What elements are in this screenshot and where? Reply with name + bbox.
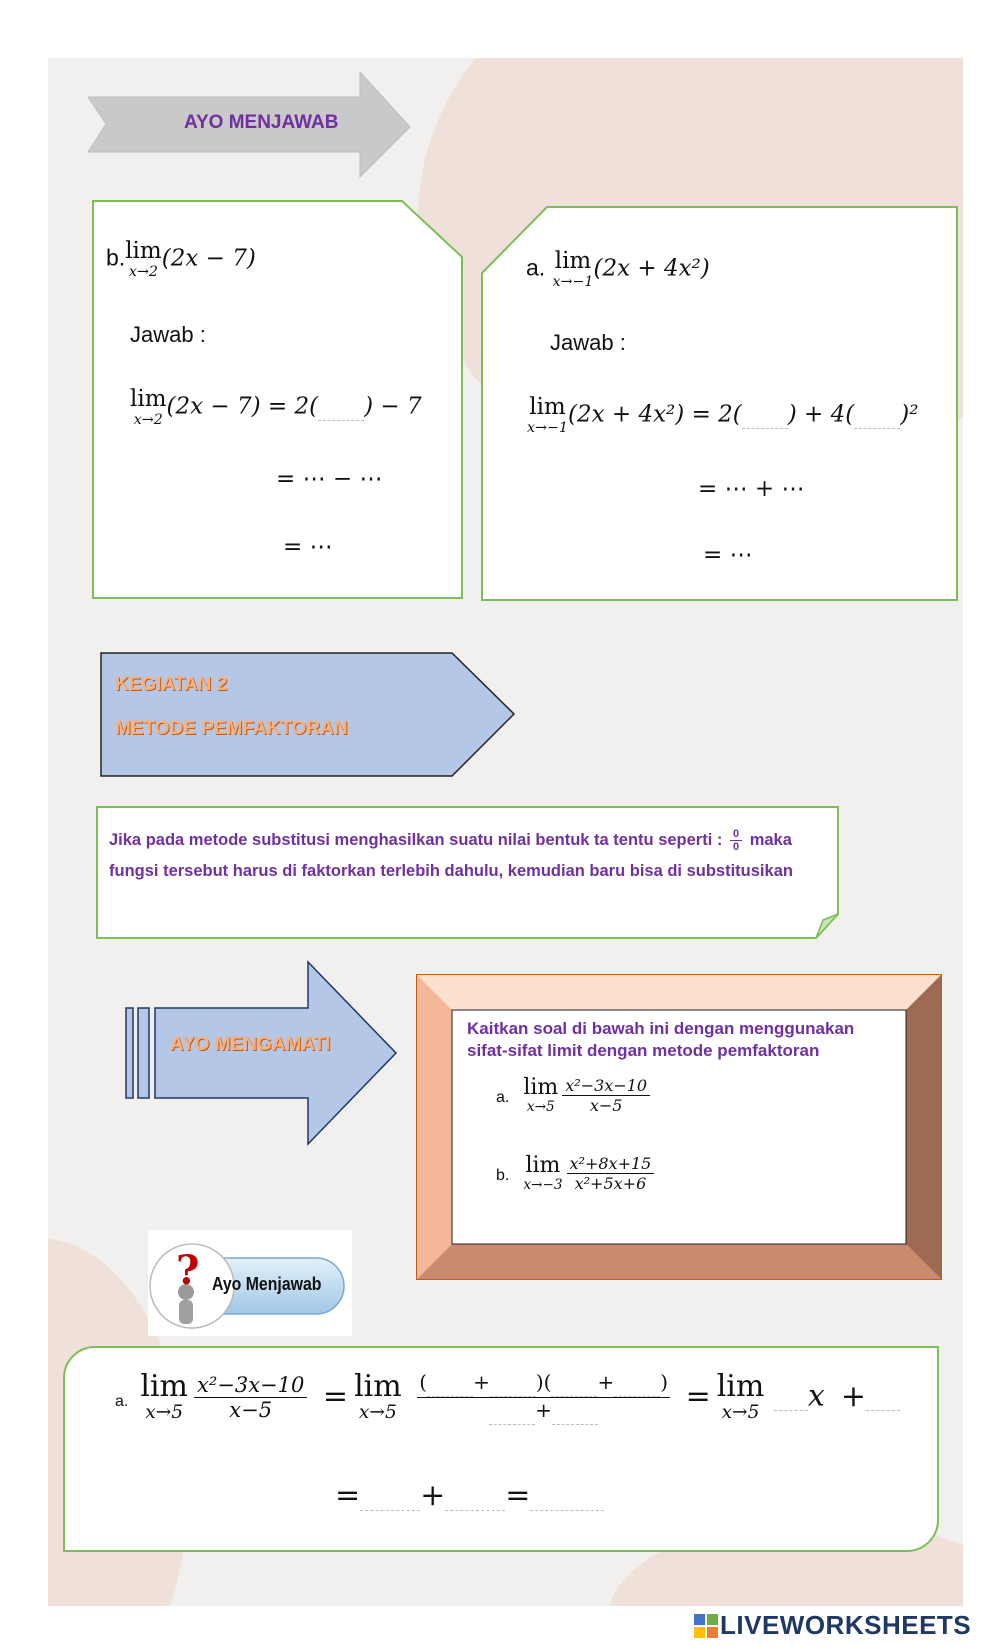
frac-numerator: x²−3x−10 bbox=[194, 1373, 307, 1398]
factor-denominator bbox=[489, 1398, 598, 1425]
answer-blank[interactable] bbox=[427, 1370, 473, 1397]
factor-fraction bbox=[417, 1370, 670, 1425]
observe-instruction: Kaitkan soal di bawah ini dengan menggunakan sifat-sifat limit dengan metode pemfaktoran bbox=[467, 1019, 855, 1060]
problem-b-expression: (2x − 7) bbox=[161, 245, 256, 272]
lim-subscript: x→5 bbox=[145, 1402, 184, 1424]
observe-item-a bbox=[496, 1076, 650, 1115]
plus-sign: + bbox=[473, 1370, 490, 1394]
problem-b-step3: = ⋯ bbox=[283, 534, 333, 560]
problem-a-prefix: a. bbox=[526, 254, 546, 281]
plus-sign: + bbox=[840, 1378, 866, 1414]
problem-a-expression: (2x + 4x²) bbox=[593, 255, 710, 282]
equals-sign: = bbox=[505, 1478, 531, 1513]
answer-blank[interactable] bbox=[489, 1398, 535, 1425]
answer-blank[interactable] bbox=[530, 1484, 604, 1511]
observe-item-b bbox=[496, 1154, 654, 1193]
problem-a-step2: = ⋯ + ⋯ bbox=[698, 476, 805, 502]
equals-sign: = bbox=[335, 1478, 361, 1513]
problem-b-answer-label: Jawab : bbox=[130, 322, 206, 347]
equals-sign: = bbox=[322, 1378, 349, 1414]
item-label: b. bbox=[496, 1166, 510, 1184]
kegiatan-arrow bbox=[100, 652, 518, 780]
plus-sign: + bbox=[535, 1398, 553, 1422]
note-text: Jika pada metode substitusi menghasilkan suatu nilai bentuk ta tentu seperti : bbox=[109, 830, 723, 849]
frac-numerator: 0 bbox=[730, 828, 742, 841]
answer-blank[interactable] bbox=[774, 1384, 808, 1411]
final-row2 bbox=[335, 1478, 604, 1513]
final-label: a. bbox=[115, 1392, 129, 1410]
lim-subscript: x→−1 bbox=[527, 420, 568, 436]
problem-a-statement bbox=[526, 250, 710, 289]
answer-blank[interactable] bbox=[614, 1370, 660, 1397]
paren: )( bbox=[535, 1370, 552, 1394]
answer-blank[interactable] bbox=[318, 394, 364, 421]
note-line2: fungsi tersebut harus di faktorkan terlebih dahulu, kemudian baru bisa di substitusikan bbox=[109, 862, 793, 880]
answer-blank[interactable] bbox=[552, 1398, 598, 1425]
footer-brand bbox=[694, 1610, 971, 1641]
note-line1 bbox=[109, 828, 792, 853]
lim-word: lim bbox=[140, 1369, 188, 1405]
kegiatan-subtitle: METODE PEMFAKTORAN bbox=[115, 718, 348, 739]
answer-blank[interactable] bbox=[866, 1384, 900, 1411]
frac-denominator: 0 bbox=[732, 841, 740, 853]
frac-numerator: x²−3x−10 bbox=[562, 1076, 650, 1096]
problem-a-answer-label: Jawab : bbox=[550, 330, 626, 355]
step1-tail: ) − 7 bbox=[364, 393, 422, 420]
problem-a-step1 bbox=[527, 396, 918, 435]
frac-denominator: x−5 bbox=[589, 1096, 623, 1115]
zero-over-zero bbox=[730, 828, 742, 853]
problem-b-step2: = ⋯ − ⋯ bbox=[276, 466, 383, 492]
answer-blank[interactable] bbox=[490, 1370, 536, 1397]
final-fraction bbox=[194, 1373, 307, 1422]
lim-word: lim bbox=[523, 1074, 559, 1100]
frac-denominator: x²+5x+6 bbox=[574, 1174, 647, 1193]
lim-word: lim bbox=[529, 394, 566, 420]
brand-text: LIVEWORKSHEETS bbox=[720, 1610, 972, 1640]
problem-b-step1 bbox=[130, 388, 422, 427]
answer-blank[interactable] bbox=[742, 402, 788, 429]
answer-badge bbox=[148, 1230, 352, 1336]
step1-middle: ) + 4( bbox=[787, 401, 855, 428]
lim-subscript: x→5 bbox=[358, 1402, 397, 1424]
answer-blank[interactable] bbox=[854, 402, 900, 429]
observe-arrow-label: AYO MENGAMATI bbox=[170, 1034, 331, 1055]
item-a-fraction bbox=[562, 1076, 650, 1115]
kegiatan-title: KEGIATAN 2 bbox=[115, 674, 228, 695]
problem-b-prefix: b. bbox=[106, 244, 126, 271]
lim-word: lim bbox=[125, 238, 162, 264]
banner-label: AYO MENJAWAB bbox=[184, 112, 339, 133]
paren: ) bbox=[660, 1370, 669, 1394]
plus-sign: + bbox=[420, 1478, 446, 1513]
lim-subscript: x→5 bbox=[721, 1402, 760, 1424]
frac-numerator: x²+8x+15 bbox=[567, 1154, 655, 1174]
frac-denominator: x−5 bbox=[229, 1398, 273, 1422]
answer-badge-label: Ayo Menjawab bbox=[212, 1274, 322, 1294]
lim-word: lim bbox=[354, 1369, 402, 1405]
problem-a-step3: = ⋯ bbox=[703, 542, 753, 568]
note-text-end: maka bbox=[749, 830, 792, 849]
equals-sign: = bbox=[685, 1378, 711, 1414]
lim-subscript: x→2 bbox=[128, 264, 158, 280]
lim-subscript: x→−3 bbox=[523, 1176, 563, 1193]
paren: ( bbox=[419, 1370, 428, 1394]
plus-sign: + bbox=[597, 1370, 615, 1394]
lim-subscript: x→5 bbox=[526, 1098, 555, 1115]
lim-subscript: x→2 bbox=[133, 412, 163, 428]
lim-word: lim bbox=[525, 1152, 561, 1178]
variable-x: x bbox=[807, 1378, 825, 1414]
item-b-fraction bbox=[567, 1154, 655, 1193]
answer-blank[interactable] bbox=[551, 1370, 597, 1397]
lim-subscript: x→−1 bbox=[552, 274, 594, 290]
factor-numerator bbox=[417, 1370, 670, 1398]
lim-word: lim bbox=[130, 386, 167, 412]
final-row1 bbox=[115, 1370, 900, 1425]
answer-blank[interactable] bbox=[360, 1484, 420, 1511]
lim-word: lim bbox=[716, 1369, 765, 1405]
answer-blank[interactable] bbox=[445, 1484, 505, 1511]
step1-expression: (2x + 4x²) = 2( bbox=[567, 401, 742, 428]
item-label: a. bbox=[496, 1088, 510, 1106]
liveworksheets-logo-icon bbox=[694, 1614, 718, 1638]
lim-word: lim bbox=[554, 248, 592, 274]
step1-tail: )² bbox=[900, 401, 919, 428]
svg-text:?: ? bbox=[176, 1247, 200, 1294]
problem-b-statement bbox=[106, 240, 256, 279]
step1-expression: (2x − 7) = 2( bbox=[166, 393, 319, 420]
